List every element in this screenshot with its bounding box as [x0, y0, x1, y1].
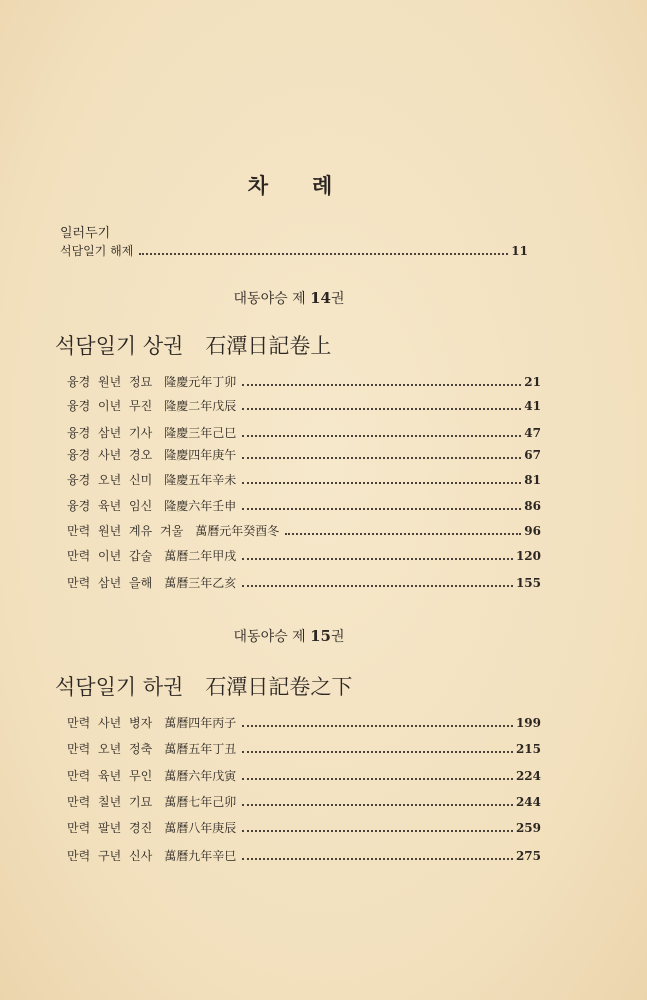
entry-page: 120 [515, 549, 541, 563]
toc-entry[interactable] [67, 767, 541, 784]
toc-entry[interactable] [67, 446, 541, 463]
entry-title-cn: 萬曆二年甲戌 [164, 549, 237, 563]
entry-title-cn: 萬曆三年乙亥 [164, 576, 237, 590]
entry-page: 41 [524, 399, 541, 413]
entry-title-cn: 萬曆九年辛巳 [164, 849, 237, 863]
toc-entry[interactable] [67, 522, 541, 539]
toc-entry[interactable] [67, 471, 541, 488]
entry-page: 67 [524, 448, 541, 462]
toc-entry-intro[interactable] [60, 242, 528, 259]
entry-page: 259 [515, 821, 541, 835]
dot-leader [242, 751, 513, 753]
entry-title-cn: 萬曆五年丁丑 [164, 742, 237, 756]
entry-title-cn: 萬曆六年戊寅 [164, 769, 237, 783]
volume-suffix: 권 [330, 629, 345, 645]
toc-entry[interactable] [67, 740, 541, 757]
volume-heading [0, 626, 578, 646]
entry-page: 155 [515, 576, 541, 590]
entry-title-ko: 만력 구년 신사 [67, 849, 153, 863]
toc-entry[interactable] [67, 397, 541, 414]
entry-title-ko: 융경 삼년 기사 [67, 426, 153, 440]
toc-entry[interactable] [67, 497, 541, 514]
entry-title-ko: 만력 원년 계유 겨울 [67, 524, 184, 538]
dot-leader [242, 804, 513, 806]
entry-title-cn: 隆慶二年戊辰 [164, 399, 237, 413]
entry-title-cn: 隆慶四年庚午 [164, 448, 237, 462]
entry-title-ko: 만력 삼년 을해 [67, 576, 153, 590]
dot-leader [242, 858, 513, 860]
entry-title-ko: 만력 사년 병자 [67, 716, 153, 730]
section-title-cn: 石潭日記卷之下 [205, 675, 353, 699]
entry-title-ko: 만력 이년 갑술 [67, 549, 153, 563]
toc-entry[interactable] [67, 847, 541, 864]
entry-title-ko: 만력 칠년 기묘 [67, 795, 153, 809]
entry-title-ko: 융경 오년 신미 [67, 473, 153, 487]
entry-title-cn: 隆慶六年壬申 [164, 499, 237, 513]
entry-title-cn: 萬曆四年丙子 [164, 716, 237, 730]
entry-page: 47 [524, 426, 541, 440]
entry-page: 215 [515, 742, 541, 756]
entry-title-cn: 隆慶三年己巳 [164, 426, 237, 440]
dot-leader [242, 725, 513, 727]
entry-label: 석담일기 해제 [60, 244, 134, 258]
entry-title-ko: 융경 육년 임신 [67, 499, 153, 513]
dot-leader [242, 558, 513, 560]
dot-leader [242, 435, 521, 437]
entry-title-ko: 융경 이년 무진 [67, 399, 153, 413]
volume-suffix: 권 [330, 291, 345, 307]
dot-leader [242, 384, 521, 386]
section-title-ko: 석담일기 상권 [55, 334, 184, 358]
dot-leader [139, 253, 508, 255]
entry-page: 244 [515, 795, 541, 809]
entry-title-cn: 萬曆七年己卯 [164, 795, 237, 809]
toc-entry[interactable] [67, 574, 541, 591]
dot-leader [242, 457, 521, 459]
entry-page: 86 [524, 499, 541, 513]
volume-prefix: 대동야승 제 [233, 629, 306, 645]
section-heading [55, 330, 331, 360]
dot-leader [242, 508, 521, 510]
volume-number: 14 [310, 289, 331, 307]
entry-page: 96 [524, 524, 541, 538]
preface-label: 일러두기 [60, 226, 111, 241]
dot-leader [242, 830, 513, 832]
dot-leader [242, 778, 513, 780]
toc-entry[interactable] [67, 793, 541, 810]
entry-title-cn: 隆慶元年丁卯 [164, 375, 237, 389]
entry-title-ko: 만력 육년 무인 [67, 769, 153, 783]
section-heading [55, 671, 352, 701]
toc-entry[interactable] [67, 424, 541, 441]
dot-leader [242, 585, 513, 587]
dot-leader [242, 482, 521, 484]
volume-number: 15 [310, 627, 331, 645]
section-title-ko: 석담일기 하권 [55, 675, 184, 699]
entry-title-ko: 융경 원년 정묘 [67, 375, 153, 389]
page-title [0, 170, 580, 200]
dot-leader [242, 408, 521, 410]
section-title-cn: 石潭日記卷上 [205, 334, 332, 358]
entry-page: 21 [524, 375, 541, 389]
volume-prefix: 대동야승 제 [233, 291, 306, 307]
entry-title-cn: 萬曆八年庚辰 [164, 821, 237, 835]
toc-entry[interactable] [67, 819, 541, 836]
entry-title-cn: 萬曆元年癸酉冬 [195, 524, 280, 538]
entry-page: 224 [515, 769, 541, 783]
toc-entry[interactable] [67, 373, 541, 390]
dot-leader [285, 533, 521, 535]
toc-entry[interactable] [67, 714, 541, 731]
entry-page: 81 [524, 473, 541, 487]
entry-page: 11 [511, 244, 528, 258]
volume-heading [0, 288, 578, 308]
title-char: 례 [312, 173, 333, 198]
entry-page: 275 [515, 849, 541, 863]
title-char: 차 [247, 173, 268, 198]
entry-title-ko: 만력 팔년 경진 [67, 821, 153, 835]
entry-title-cn: 隆慶五年辛未 [164, 473, 237, 487]
entry-title-ko: 만력 오년 정축 [67, 742, 153, 756]
entry-title-ko: 융경 사년 경오 [67, 448, 153, 462]
entry-page: 199 [515, 716, 541, 730]
toc-entry[interactable] [67, 547, 541, 564]
